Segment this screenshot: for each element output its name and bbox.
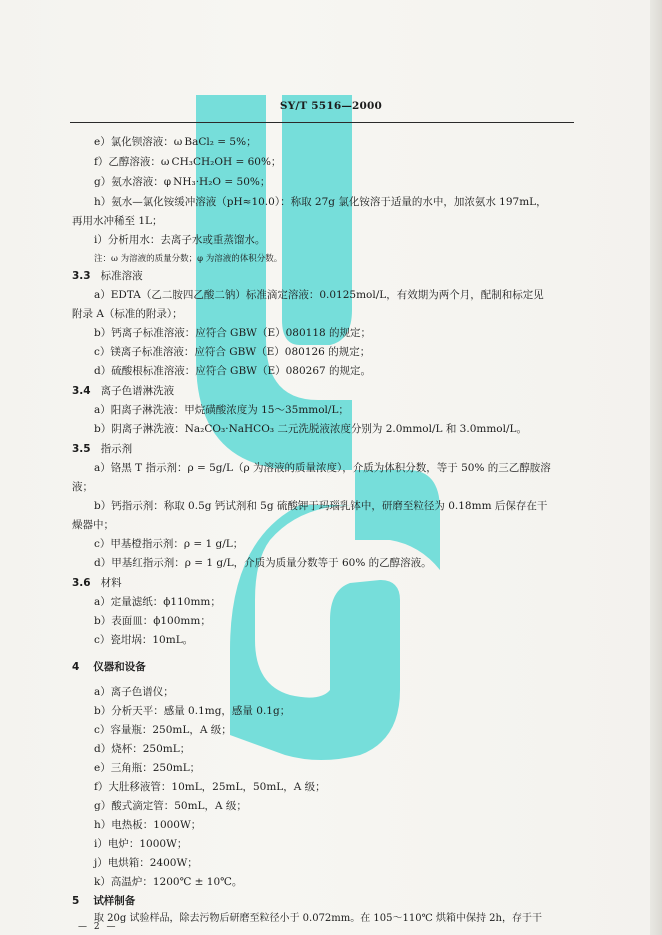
item-a-ion-chromatograph: a）离子色谱仪； (94, 686, 174, 698)
section-title: 标准溶液 (100, 270, 143, 282)
item-b-anion-eluent: b）阴离子淋洗液：Na₂CO₃·NaHCO₃ 二元洗脱液浓度分别为 2.0mmol/L 和 3.0mmol/L。 (94, 423, 527, 435)
chapter-number: 5 (72, 895, 80, 907)
chapter-number: 4 (72, 661, 80, 673)
section-number: 3.6 (72, 577, 91, 589)
section-number: 3.3 (72, 270, 91, 282)
page-number: — 2 — (78, 922, 118, 932)
item-a-eriochrome-cont: 液； (72, 481, 93, 493)
item-h-hot-plate: h）电热板：1000W； (94, 819, 202, 831)
section-number: 3.4 (72, 385, 91, 397)
item-b-watch-glass: b）表面皿：ϕ100mm； (94, 615, 211, 627)
item-f: f）乙醇溶液：ω CH₃CH₂OH = 60%； (94, 156, 282, 168)
item-b-calcium-indicator-cont: 燥器中； (72, 519, 114, 531)
item-g-burette: g）酸式滴定管：50mL，A 级； (94, 800, 247, 812)
chapter-title: 试样制备 (93, 895, 136, 907)
page-header: SY/T 5516—2000 (279, 100, 383, 112)
item-a-edta: a）EDTA（乙二胺四乙酸二钠）标准滴定溶液：0.0125mol/L，有效期为两个月，配制和标定见 (94, 289, 544, 301)
section-3-4 (72, 383, 572, 399)
item-d-beaker: d）烧杯：250mL； (94, 743, 191, 755)
item-i: i）分析用水：去离子水或重蒸馏水。 (94, 234, 266, 246)
item-c-magnesium: c）镁离子标准溶液：应符合 GBW（E）080126 的规定； (94, 346, 371, 358)
item-h: h）氨水—氯化铵缓冲溶液（pH≈10.0）：称取 27g 氯化铵溶于适量的水中，加浓氨水 197mL， (94, 196, 547, 208)
item-a-cation-eluent: a）阳离子淋洗液：甲烷磺酸浓度为 15～35mmol/L； (94, 404, 349, 416)
item-c-volumetric-flask: c）容量瓶：250mL，A 级； (94, 724, 232, 736)
item-h-cont: 再用水冲稀至 1L； (72, 215, 163, 227)
chapter-5 (72, 893, 572, 909)
section-title: 材料 (100, 577, 122, 589)
item-b-calcium-indicator: b）钙指示剂：称取 0.5g 钙试剂和 5g 硫酸钾于玛瑙乳钵中，研磨至粒径为 0.18mm 后保存在干 (94, 500, 548, 512)
item-k-muffle-furnace: k）高温炉：1200℃ ± 10℃。 (94, 876, 243, 888)
item-j-oven: j）电烘箱：2400W； (94, 857, 198, 869)
item-d-sulfate: d）硫酸根标准溶液：应符合 GBW（E）080267 的规定。 (94, 365, 372, 377)
item-a-edta-cont: 附录 A（标准的附录）； (72, 308, 183, 320)
item-c-methyl-orange: c）甲基橙指示剂：ρ = 1 g/L； (94, 538, 244, 550)
section-3-3 (72, 268, 572, 284)
item-f-pipette: f）大肚移液管：10mL，25mL，50mL，A 级； (94, 781, 326, 793)
item-i-furnace: i）电炉：1000W； (94, 838, 188, 850)
item-e-flask: e）三角瓶：250mL； (94, 762, 201, 774)
section-3-6 (72, 575, 572, 591)
section-3-5 (72, 441, 572, 457)
section-number: 3.5 (72, 443, 91, 455)
item-a-eriochrome: a）铬黑 T 指示剂：ρ = 5g/L（ρ 为溶液的质量浓度），介质为体积分数，等于 50% 的三乙醇胺溶 (94, 462, 551, 474)
section-title: 离子色谱淋洗液 (100, 385, 175, 397)
header-rule (70, 122, 574, 123)
item-a-filter-paper: a）定量滤纸：ϕ110mm； (94, 596, 221, 608)
chapter-title: 仪器和设备 (93, 661, 146, 673)
item-b-calcium: b）钙离子标准溶液：应符合 GBW（E）080118 的规定； (94, 327, 372, 339)
item-d-methyl-red: d）甲基红指示剂：ρ = 1 g/L，介质为质量分数等于 60% 的乙醇溶液。 (94, 557, 432, 569)
item-e: e）氯化钡溶液：ω BaCl₂ = 5%； (94, 136, 257, 148)
item-b-balance: b）分析天平：感量 0.1mg，感量 0.1g； (94, 705, 291, 717)
paragraph-sample-prep: 取 20g 试验样品，除去污物后研磨至粒径小于 0.072mm。在 105～110℃ 烘箱中保持 2h，存于干 (94, 913, 542, 924)
note: 注：ω 为溶液的质量分数；φ 为溶液的体积分数。 (94, 254, 283, 264)
section-title: 指示剂 (100, 443, 133, 455)
item-g: g）氨水溶液：φ NH₃·H₂O = 50%； (94, 176, 271, 188)
item-c-crucible: c）瓷坩埚：10mL。 (94, 634, 194, 646)
chapter-4 (72, 659, 572, 675)
